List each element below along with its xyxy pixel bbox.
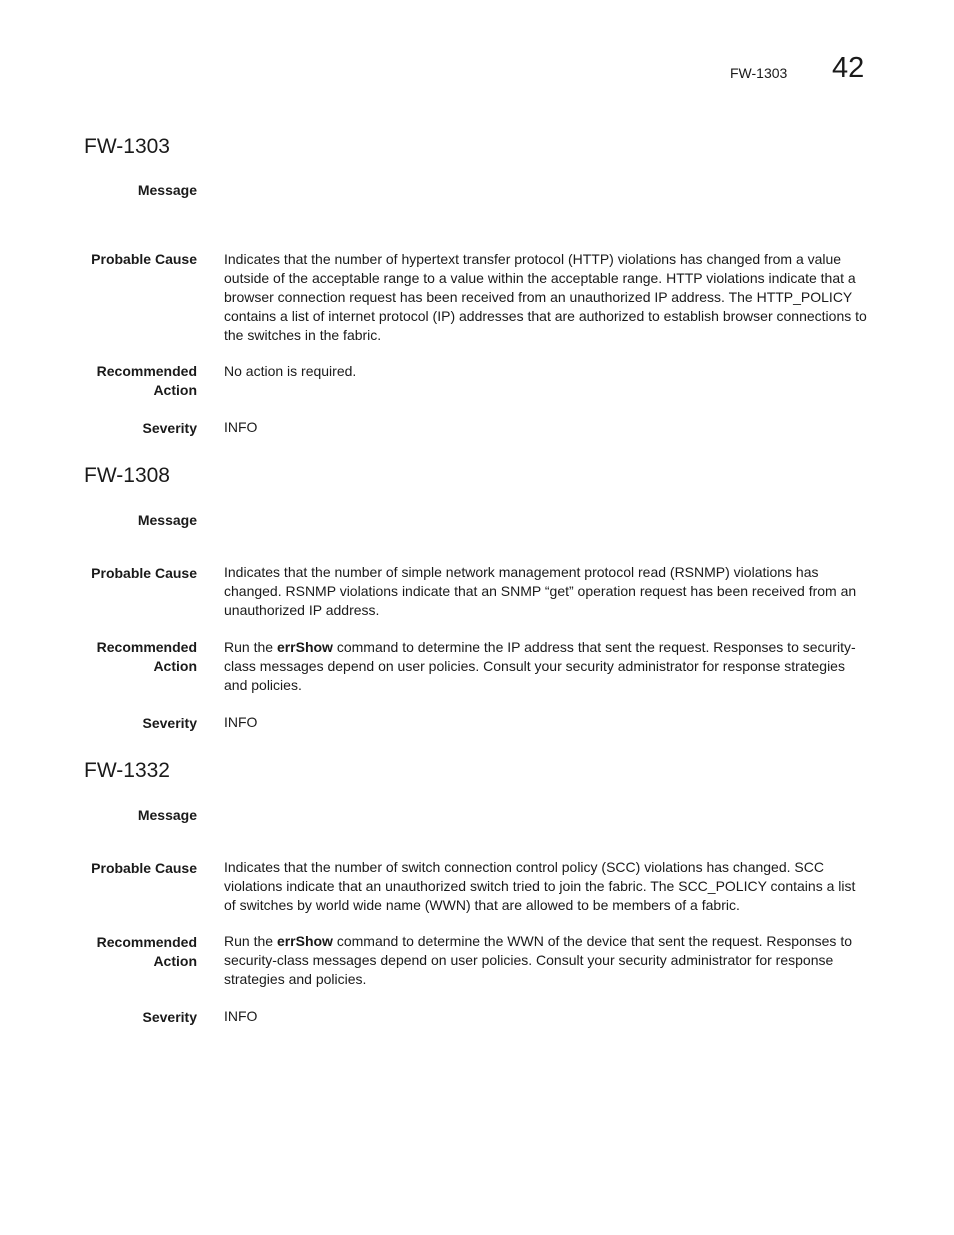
recommended-action-text (224, 932, 870, 989)
action-text-post: command to determine the IP address that sent the request. Responses to security-class messages depend on user policies. Consult your security administrator for response strategies and policies. (224, 639, 856, 693)
command-name: errShow (276, 933, 333, 949)
severity-value: INFO (224, 1008, 258, 1024)
probable-cause-label: Probable Cause (91, 860, 197, 876)
action-text-pre: Run the (224, 639, 277, 655)
severity-label: Severity (142, 715, 197, 731)
message-label: Message (137, 512, 197, 528)
recommended-label-line1: Recommended (96, 934, 197, 950)
entry-title: FW-1308 (84, 464, 170, 487)
action-text-pre: Run the (224, 933, 277, 949)
entry-title: FW-1332 (84, 759, 170, 782)
recommended-label-line2: Action (153, 382, 197, 398)
severity-label: Severity (142, 420, 197, 436)
recommended-label-line2: Action (153, 658, 197, 674)
entry-title: FW-1303 (84, 135, 170, 158)
probable-cause-label: Probable Cause (91, 565, 197, 581)
chapter-number: 42 (832, 52, 865, 84)
recommended-label-line1: Recommended (96, 639, 197, 655)
probable-cause-text: Indicates that the number of switch connection control policy (SCC) violations has changed. SCC violations indicate that an unauthorized switch tried to join the fabric. The SCC_POLICY contains a list of switches by world wide name (WWN) that are allowed to be members of a fabric. (224, 859, 856, 913)
recommended-action-label (60, 638, 197, 676)
recommended-action-label (60, 933, 197, 971)
recommended-action-label (60, 362, 197, 400)
recommended-action-text: No action is required. (224, 363, 357, 379)
probable-cause-label: Probable Cause (91, 251, 197, 267)
recommended-action-text (224, 638, 870, 695)
severity-value: INFO (224, 419, 258, 435)
running-header-code: FW-1303 (730, 65, 788, 81)
severity-label: Severity (142, 1009, 197, 1025)
message-label: Message (137, 182, 197, 198)
message-label: Message (137, 807, 197, 823)
action-text-post: command to determine the WWN of the device that sent the request. Responses to security-class messages depend on user policies. Consult your security administrator for response strategies and policies. (224, 933, 852, 987)
recommended-label-line1: Recommended (96, 363, 197, 379)
recommended-label-line2: Action (153, 953, 197, 969)
probable-cause-text: Indicates that the number of simple network management protocol read (RSNMP) violations has changed. RSNMP violations indicate that an SNMP “get” operation request has been received from an unauthorized IP address. (224, 564, 857, 618)
command-name: errShow (276, 639, 333, 655)
severity-value: INFO (224, 714, 258, 730)
probable-cause-text: Indicates that the number of hypertext transfer protocol (HTTP) violations has changed from a value outside of the acceptable range to a value within the acceptable range. HTTP violations indicate that a browser connection request has been received from an unauthorized IP address. The HTTP_POLICY contains a list of internet protocol (IP) addresses that are authorized to establish browser connections to the switches in the fabric. (224, 251, 867, 343)
